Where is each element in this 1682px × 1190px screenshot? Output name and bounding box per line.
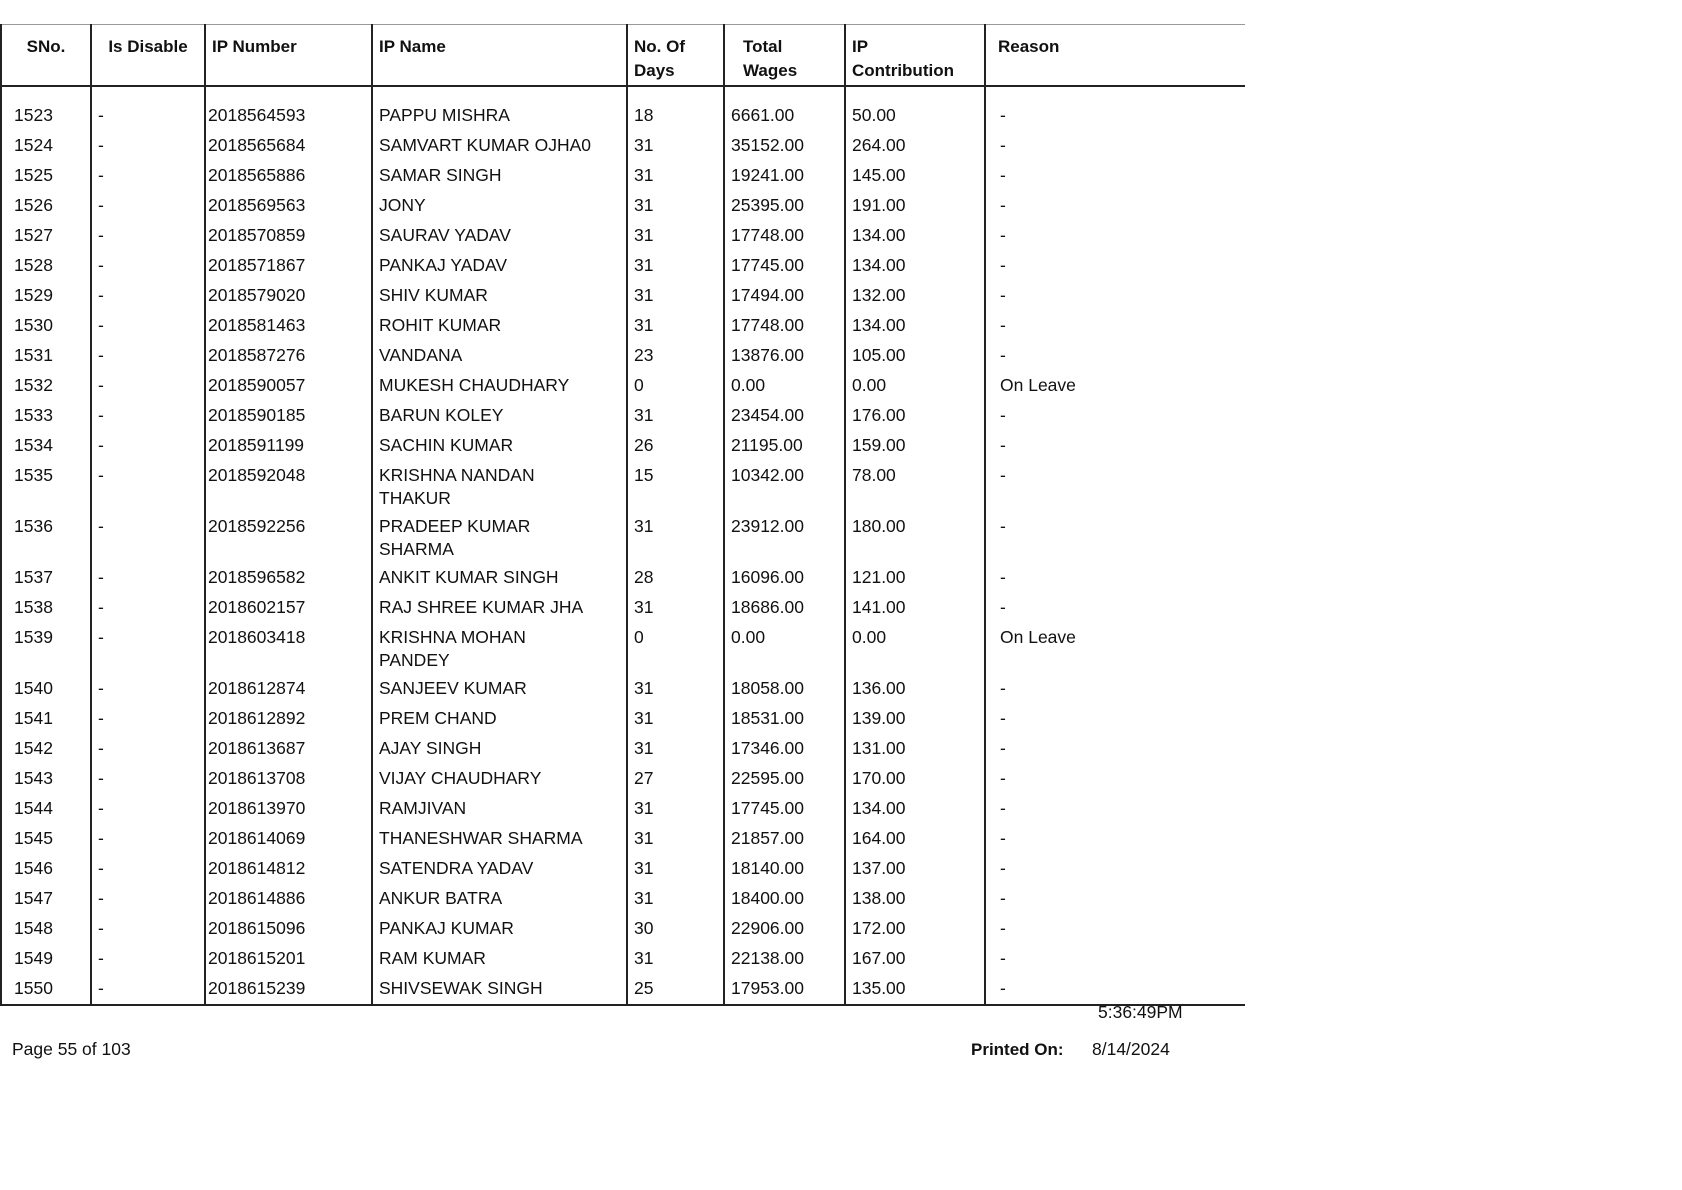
cell-no-of-days: 27 <box>627 762 724 792</box>
cell-sno: 1550 <box>1 972 91 1005</box>
cell-no-of-days: 31 <box>627 702 724 732</box>
cell-total-wages: 13876.00 <box>724 339 845 369</box>
cell-ip-number: 2018565684 <box>205 129 372 159</box>
cell-is-disable: - <box>91 369 205 399</box>
cell-ip-number: 2018614069 <box>205 822 372 852</box>
cell-ip-number: 2018615239 <box>205 972 372 1005</box>
table-header <box>1 25 1245 87</box>
cell-total-wages: 18400.00 <box>724 882 845 912</box>
cell-ip-name: PAPPU MISHRA <box>372 99 627 129</box>
cell-sno: 1527 <box>1 219 91 249</box>
header-ip-name: IP Name <box>372 25 627 87</box>
table-row <box>1 429 1245 459</box>
cell-no-of-days: 0 <box>627 621 724 672</box>
table-row <box>1 591 1245 621</box>
cell-is-disable: - <box>91 459 205 510</box>
cell-total-wages: 22595.00 <box>724 762 845 792</box>
cell-ip-contribution: 141.00 <box>845 591 985 621</box>
cell-sno: 1546 <box>1 852 91 882</box>
table-body <box>1 86 1245 1005</box>
cell-is-disable: - <box>91 339 205 369</box>
table-row <box>1 159 1245 189</box>
cell-ip-contribution: 139.00 <box>845 702 985 732</box>
cell-no-of-days: 31 <box>627 882 724 912</box>
cell-ip-contribution: 191.00 <box>845 189 985 219</box>
cell-sno: 1545 <box>1 822 91 852</box>
cell-reason: - <box>985 99 1245 129</box>
table-row <box>1 672 1245 702</box>
cell-total-wages: 21857.00 <box>724 822 845 852</box>
cell-ip-number: 2018590185 <box>205 399 372 429</box>
cell-reason: - <box>985 852 1245 882</box>
cell-no-of-days: 31 <box>627 591 724 621</box>
table-row <box>1 882 1245 912</box>
cell-ip-contribution: 159.00 <box>845 429 985 459</box>
cell-ip-number: 2018590057 <box>205 369 372 399</box>
cell-reason: - <box>985 459 1245 510</box>
cell-total-wages: 22138.00 <box>724 942 845 972</box>
cell-ip-name: PREM CHAND <box>372 702 627 732</box>
table-row <box>1 219 1245 249</box>
cell-total-wages: 10342.00 <box>724 459 845 510</box>
cell-total-wages: 17745.00 <box>724 249 845 279</box>
cell-ip-number: 2018579020 <box>205 279 372 309</box>
cell-is-disable: - <box>91 792 205 822</box>
cell-total-wages: 17494.00 <box>724 279 845 309</box>
cell-total-wages: 0.00 <box>724 369 845 399</box>
cell-ip-name: SHIV KUMAR <box>372 279 627 309</box>
cell-ip-name: ANKUR BATRA <box>372 882 627 912</box>
table-row <box>1 732 1245 762</box>
contribution-report <box>0 24 1244 1006</box>
cell-ip-name: SACHIN KUMAR <box>372 429 627 459</box>
cell-total-wages: 16096.00 <box>724 561 845 591</box>
cell-reason: - <box>985 591 1245 621</box>
cell-ip-number: 2018614812 <box>205 852 372 882</box>
cell-is-disable: - <box>91 249 205 279</box>
table-row <box>1 852 1245 882</box>
cell-no-of-days: 15 <box>627 459 724 510</box>
print-time: 5:36:49PM <box>1098 1002 1183 1022</box>
cell-ip-name: ANKIT KUMAR SINGH <box>372 561 627 591</box>
cell-reason: - <box>985 189 1245 219</box>
cell-total-wages: 23454.00 <box>724 399 845 429</box>
cell-sno: 1529 <box>1 279 91 309</box>
table-row <box>1 510 1245 561</box>
cell-sno: 1530 <box>1 309 91 339</box>
cell-ip-name: VIJAY CHAUDHARY <box>372 762 627 792</box>
cell-is-disable: - <box>91 852 205 882</box>
cell-reason: - <box>985 309 1245 339</box>
cell-ip-contribution: 134.00 <box>845 309 985 339</box>
cell-ip-number: 2018596582 <box>205 561 372 591</box>
cell-sno: 1543 <box>1 762 91 792</box>
cell-ip-contribution: 138.00 <box>845 882 985 912</box>
cell-is-disable: - <box>91 309 205 339</box>
cell-total-wages: 18531.00 <box>724 702 845 732</box>
cell-ip-name: SAURAV YADAV <box>372 219 627 249</box>
cell-is-disable: - <box>91 399 205 429</box>
cell-ip-name: PANKAJ KUMAR <box>372 912 627 942</box>
cell-no-of-days: 18 <box>627 99 724 129</box>
cell-total-wages: 18140.00 <box>724 852 845 882</box>
cell-ip-name: KRISHNA NANDAN THAKUR <box>372 459 627 510</box>
cell-ip-number: 2018565886 <box>205 159 372 189</box>
table-row <box>1 99 1245 129</box>
table-row <box>1 309 1245 339</box>
cell-total-wages: 18058.00 <box>724 672 845 702</box>
cell-is-disable: - <box>91 762 205 792</box>
table-row <box>1 792 1245 822</box>
cell-ip-number: 2018581463 <box>205 309 372 339</box>
cell-reason: - <box>985 129 1245 159</box>
cell-no-of-days: 31 <box>627 159 724 189</box>
cell-total-wages: 17953.00 <box>724 972 845 1005</box>
cell-is-disable: - <box>91 822 205 852</box>
cell-is-disable: - <box>91 591 205 621</box>
cell-ip-number: 2018592048 <box>205 459 372 510</box>
cell-total-wages: 17748.00 <box>724 219 845 249</box>
cell-reason: - <box>985 399 1245 429</box>
cell-is-disable: - <box>91 972 205 1005</box>
cell-ip-name: AJAY SINGH <box>372 732 627 762</box>
cell-ip-name: ROHIT KUMAR <box>372 309 627 339</box>
cell-ip-contribution: 167.00 <box>845 942 985 972</box>
cell-no-of-days: 31 <box>627 510 724 561</box>
cell-ip-number: 2018612874 <box>205 672 372 702</box>
cell-sno: 1538 <box>1 591 91 621</box>
cell-ip-number: 2018612892 <box>205 702 372 732</box>
cell-is-disable: - <box>91 159 205 189</box>
cell-sno: 1535 <box>1 459 91 510</box>
cell-is-disable: - <box>91 99 205 129</box>
cell-ip-number: 2018603418 <box>205 621 372 672</box>
cell-ip-number: 2018592256 <box>205 510 372 561</box>
printed-on-label: Printed On: <box>971 1040 1064 1059</box>
table-row <box>1 249 1245 279</box>
cell-ip-number: 2018591199 <box>205 429 372 459</box>
cell-ip-contribution: 164.00 <box>845 822 985 852</box>
header-no-of-days: No. Of Days <box>627 25 724 87</box>
cell-ip-contribution: 50.00 <box>845 99 985 129</box>
cell-ip-contribution: 170.00 <box>845 762 985 792</box>
cell-is-disable: - <box>91 912 205 942</box>
cell-ip-name: PANKAJ YADAV <box>372 249 627 279</box>
cell-sno: 1528 <box>1 249 91 279</box>
cell-no-of-days: 31 <box>627 189 724 219</box>
cell-is-disable: - <box>91 279 205 309</box>
cell-total-wages: 17745.00 <box>724 792 845 822</box>
cell-reason: - <box>985 972 1245 1005</box>
cell-ip-contribution: 176.00 <box>845 399 985 429</box>
cell-no-of-days: 23 <box>627 339 724 369</box>
cell-no-of-days: 31 <box>627 399 724 429</box>
cell-reason: - <box>985 912 1245 942</box>
cell-ip-contribution: 131.00 <box>845 732 985 762</box>
cell-ip-number: 2018615201 <box>205 942 372 972</box>
cell-is-disable: - <box>91 510 205 561</box>
cell-total-wages: 35152.00 <box>724 129 845 159</box>
cell-is-disable: - <box>91 621 205 672</box>
cell-ip-contribution: 78.00 <box>845 459 985 510</box>
header-ip-number: IP Number <box>205 25 372 87</box>
table-row <box>1 912 1245 942</box>
header-total-wages: Total Wages <box>724 25 845 87</box>
cell-ip-contribution: 134.00 <box>845 219 985 249</box>
cell-is-disable: - <box>91 561 205 591</box>
cell-sno: 1524 <box>1 129 91 159</box>
cell-sno: 1534 <box>1 429 91 459</box>
cell-sno: 1532 <box>1 369 91 399</box>
cell-ip-contribution: 134.00 <box>845 249 985 279</box>
cell-sno: 1536 <box>1 510 91 561</box>
cell-ip-name: RAM KUMAR <box>372 942 627 972</box>
cell-ip-contribution: 264.00 <box>845 129 985 159</box>
cell-ip-name: RAJ SHREE KUMAR JHA <box>372 591 627 621</box>
table-row <box>1 339 1245 369</box>
cell-ip-number: 2018613687 <box>205 732 372 762</box>
cell-is-disable: - <box>91 672 205 702</box>
cell-ip-contribution: 0.00 <box>845 369 985 399</box>
cell-is-disable: - <box>91 429 205 459</box>
table-row <box>1 822 1245 852</box>
cell-sno: 1542 <box>1 732 91 762</box>
cell-is-disable: - <box>91 129 205 159</box>
cell-ip-number: 2018570859 <box>205 219 372 249</box>
cell-ip-number: 2018587276 <box>205 339 372 369</box>
cell-no-of-days: 26 <box>627 429 724 459</box>
table-row <box>1 762 1245 792</box>
cell-reason: - <box>985 672 1245 702</box>
table-row <box>1 129 1245 159</box>
cell-reason: - <box>985 762 1245 792</box>
cell-is-disable: - <box>91 702 205 732</box>
cell-reason: On Leave <box>985 369 1245 399</box>
cell-total-wages: 22906.00 <box>724 912 845 942</box>
cell-reason: - <box>985 942 1245 972</box>
cell-sno: 1544 <box>1 792 91 822</box>
cell-ip-contribution: 121.00 <box>845 561 985 591</box>
cell-is-disable: - <box>91 732 205 762</box>
cell-sno: 1541 <box>1 702 91 732</box>
cell-ip-name: SAMAR SINGH <box>372 159 627 189</box>
header-reason: Reason <box>985 25 1245 87</box>
cell-no-of-days: 31 <box>627 249 724 279</box>
table-row <box>1 399 1245 429</box>
cell-no-of-days: 31 <box>627 792 724 822</box>
cell-sno: 1549 <box>1 942 91 972</box>
cell-ip-name: JONY <box>372 189 627 219</box>
table-row <box>1 189 1245 219</box>
cell-ip-contribution: 172.00 <box>845 912 985 942</box>
cell-reason: - <box>985 822 1245 852</box>
cell-ip-number: 2018614886 <box>205 882 372 912</box>
cell-no-of-days: 31 <box>627 732 724 762</box>
cell-reason: - <box>985 732 1245 762</box>
table-spacer-row <box>1 86 1245 99</box>
cell-sno: 1547 <box>1 882 91 912</box>
cell-total-wages: 25395.00 <box>724 189 845 219</box>
cell-reason: - <box>985 249 1245 279</box>
header-is-disable: Is Disable <box>91 25 205 87</box>
cell-reason: - <box>985 159 1245 189</box>
cell-ip-contribution: 136.00 <box>845 672 985 702</box>
table-row <box>1 459 1245 510</box>
cell-ip-number: 2018564593 <box>205 99 372 129</box>
cell-sno: 1533 <box>1 399 91 429</box>
cell-ip-name: PRADEEP KUMAR SHARMA <box>372 510 627 561</box>
cell-ip-name: KRISHNA MOHAN PANDEY <box>372 621 627 672</box>
cell-sno: 1537 <box>1 561 91 591</box>
cell-total-wages: 23912.00 <box>724 510 845 561</box>
cell-no-of-days: 31 <box>627 822 724 852</box>
header-ip-contribution: IP Contribution <box>845 25 985 87</box>
cell-is-disable: - <box>91 189 205 219</box>
cell-sno: 1526 <box>1 189 91 219</box>
cell-total-wages: 21195.00 <box>724 429 845 459</box>
cell-no-of-days: 31 <box>627 129 724 159</box>
table-row <box>1 702 1245 732</box>
cell-ip-name: MUKESH CHAUDHARY <box>372 369 627 399</box>
cell-no-of-days: 31 <box>627 219 724 249</box>
cell-ip-name: VANDANA <box>372 339 627 369</box>
cell-reason: - <box>985 339 1245 369</box>
cell-total-wages: 17748.00 <box>724 309 845 339</box>
cell-ip-contribution: 132.00 <box>845 279 985 309</box>
cell-ip-number: 2018571867 <box>205 249 372 279</box>
cell-sno: 1548 <box>1 912 91 942</box>
cell-reason: - <box>985 561 1245 591</box>
cell-ip-name: THANESHWAR SHARMA <box>372 822 627 852</box>
cell-ip-number: 2018615096 <box>205 912 372 942</box>
cell-is-disable: - <box>91 219 205 249</box>
cell-ip-contribution: 134.00 <box>845 792 985 822</box>
printed-on-date: 8/14/2024 <box>1092 1039 1170 1059</box>
table-row <box>1 279 1245 309</box>
cell-ip-number: 2018613970 <box>205 792 372 822</box>
cell-ip-name: RAMJIVAN <box>372 792 627 822</box>
cell-ip-contribution: 145.00 <box>845 159 985 189</box>
cell-ip-number: 2018569563 <box>205 189 372 219</box>
cell-ip-name: SAMVART KUMAR OJHA0 <box>372 129 627 159</box>
cell-total-wages: 19241.00 <box>724 159 845 189</box>
cell-sno: 1523 <box>1 99 91 129</box>
cell-no-of-days: 31 <box>627 309 724 339</box>
table-row <box>1 972 1245 1005</box>
contribution-table <box>0 24 1245 1006</box>
cell-reason: - <box>985 279 1245 309</box>
cell-no-of-days: 28 <box>627 561 724 591</box>
cell-no-of-days: 31 <box>627 279 724 309</box>
cell-reason: - <box>985 429 1245 459</box>
table-row <box>1 369 1245 399</box>
cell-reason: - <box>985 510 1245 561</box>
cell-ip-contribution: 0.00 <box>845 621 985 672</box>
cell-ip-number: 2018602157 <box>205 591 372 621</box>
cell-ip-contribution: 135.00 <box>845 972 985 1005</box>
cell-no-of-days: 31 <box>627 852 724 882</box>
cell-no-of-days: 0 <box>627 369 724 399</box>
cell-sno: 1540 <box>1 672 91 702</box>
cell-reason: - <box>985 702 1245 732</box>
page-indicator: Page 55 of 103 <box>12 1039 131 1059</box>
cell-no-of-days: 30 <box>627 912 724 942</box>
cell-reason: - <box>985 219 1245 249</box>
cell-ip-name: SATENDRA YADAV <box>372 852 627 882</box>
cell-total-wages: 18686.00 <box>724 591 845 621</box>
cell-no-of-days: 25 <box>627 972 724 1005</box>
cell-ip-name: SHIVSEWAK SINGH <box>372 972 627 1005</box>
cell-ip-contribution: 105.00 <box>845 339 985 369</box>
cell-ip-name: SANJEEV KUMAR <box>372 672 627 702</box>
cell-ip-contribution: 137.00 <box>845 852 985 882</box>
cell-is-disable: - <box>91 942 205 972</box>
cell-total-wages: 6661.00 <box>724 99 845 129</box>
table-row <box>1 621 1245 672</box>
cell-ip-number: 2018613708 <box>205 762 372 792</box>
header-sno: SNo. <box>1 25 91 87</box>
cell-total-wages: 17346.00 <box>724 732 845 762</box>
cell-reason: - <box>985 882 1245 912</box>
cell-sno: 1525 <box>1 159 91 189</box>
table-row <box>1 561 1245 591</box>
table-row <box>1 942 1245 972</box>
cell-reason: - <box>985 792 1245 822</box>
cell-no-of-days: 31 <box>627 672 724 702</box>
cell-sno: 1539 <box>1 621 91 672</box>
cell-ip-contribution: 180.00 <box>845 510 985 561</box>
cell-is-disable: - <box>91 882 205 912</box>
cell-ip-name: BARUN KOLEY <box>372 399 627 429</box>
cell-sno: 1531 <box>1 339 91 369</box>
cell-no-of-days: 31 <box>627 942 724 972</box>
cell-reason: On Leave <box>985 621 1245 672</box>
cell-total-wages: 0.00 <box>724 621 845 672</box>
